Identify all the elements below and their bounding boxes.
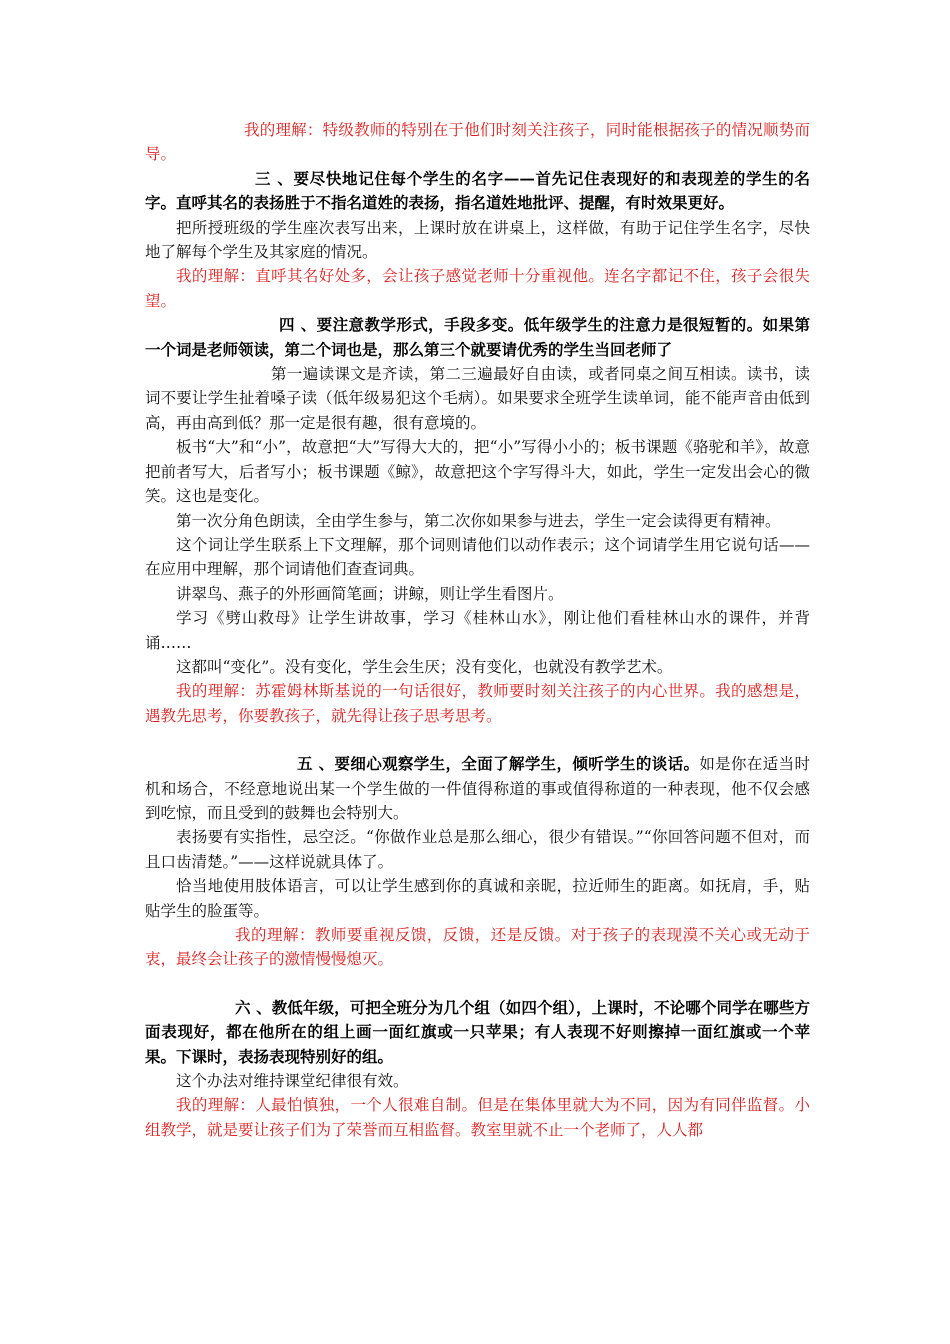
blank-line — [145, 728, 810, 752]
paragraph-4-2: 板书“大”和“小”，故意把“大”写得大大的，把“小”写得小小的；板书课题《骆驼和羊》，故意把前者写大，后者写小；板书课题《鲸》，故意把这个字写得斗大，如此，学生一定发出会心的微笑。这也是变化。 — [145, 438, 810, 506]
comment-section-4: 我的理解：苏霍姆林斯基说的一句话很好，教师要时刻关注孩子的内心世界。我的感想是，遇教先思考，你要教孩子，就先得让孩子思考思考。 — [145, 682, 810, 725]
comment-section-3: 我的理解：直呼其名好处多，会让孩子感觉老师十分重视他。连名字都记不住，孩子会很失望。 — [145, 267, 810, 310]
paragraph-4-6: 学习《劈山救母》让学生讲故事，学习《桂林山水》，刚让他们看桂林山水的课件，并背诵…… — [145, 609, 810, 652]
blank-line — [145, 972, 810, 996]
heading-section-6: 六 、教低年级，可把全班分为几个组（如四个组），上课时，不论哪个同学在哪些方面表现好，都在他所在的组上画一面红旗或一只苹果；有人表现不好则擦掉一面红旗或一个苹果。下课时，表扬表现特别好的组。 — [145, 997, 810, 1066]
section-5-block — [145, 752, 810, 825]
heading-section-4: 四 、要注意教学形式，手段多变。低年级学生的注意力是很短暂的。如果第一个词是老师领读，第二个词也是，那么第三个就要请优秀的学生当回老师了 — [145, 315, 810, 359]
paragraph-5-2: 恰当地使用肢体语言，可以让学生感到你的真诚和亲昵，拉近师生的距离。如抚肩，手，贴贴学生的脸蛋等。 — [145, 877, 810, 920]
paragraph-4-3: 第一次分角色朗读，全由学生参与，第二次你如果参与进去，学生一定会读得更有精神。 — [176, 511, 781, 530]
document-body — [145, 118, 810, 1142]
paragraph-5-0: 如是你在适当时机和场合，不经意地说出某一个学生做的一件值得称道的事或值得称道的一种表现，他不仅会感到吃惊，而且受到的鼓舞也会特别大。 — [145, 755, 810, 822]
paragraph-4-7: 这都叫“变化”。没有变化，学生会生厌；没有变化，也就没有教学艺术。 — [176, 657, 673, 676]
paragraph-4-5: 讲翠鸟、燕子的外形画简笔画；讲鲸，则让学生看图片。 — [176, 584, 564, 603]
paragraph-6-1: 这个办法对维持课堂纪律很有效。 — [176, 1072, 409, 1091]
comment-section-5: 我的理解：教师要重视反馈，反馈，还是反馈。对于孩子的表现漠不关心或无动于衷，最终会让孩子的激情慢慢熄灭。 — [145, 926, 810, 969]
paragraph-4-4: 这个词让学生联系上下文理解，那个词则请他们以动作表示；这个词请学生用它说句话——在应用中理解，那个词请他们查查词典。 — [145, 535, 810, 579]
paragraph-4-1: 第一遍读课文是齐读，第二三遍最好自由读，或者同桌之间互相读。读书，读词不要让学生扯着嗓子读（低年级易犯这个毛病）。如果要求全班学生读单词，能不能声音由低到高，再由高到低？那一定是很有趣，很有意境的。 — [145, 365, 810, 432]
comment-intro: 我的理解：特级教师的特别在于他们时刻关注孩子，同时能根据孩子的情况顺势而导。 — [145, 121, 810, 164]
heading-section-3: 三 、要尽快地记住每个学生的名字——首先记住表现好的和表现差的学生的名字。直呼其名的表扬胜于不指名道姓的表扬，指名道姓地批评、提醒，有时效果更好。 — [145, 168, 810, 213]
paragraph-5-1: 表扬要有实指性，忌空泛。“你做作业总是那么细心，很少有错误。”“你回答问题不但对，而且口齿清楚。”——这样说就具体了。 — [145, 828, 810, 871]
comment-section-6: 我的理解：人最怕慎独，一个人很难自制。但是在集体里就大为不同，因为有同伴监督。小组教学，就是要让孩子们为了荣誉而互相监督。教室里就不止一个老师了，人人都 — [145, 1096, 810, 1139]
heading-section-5: 五 、要细心观察学生，全面了解学生，倾听学生的谈话。 — [297, 754, 700, 774]
paragraph-3-1: 把所授班级的学生座次表写出来，上课时放在讲桌上，这样做，有助于记住学生名字，尽快地了解每个学生及其家庭的情况。 — [145, 218, 810, 262]
